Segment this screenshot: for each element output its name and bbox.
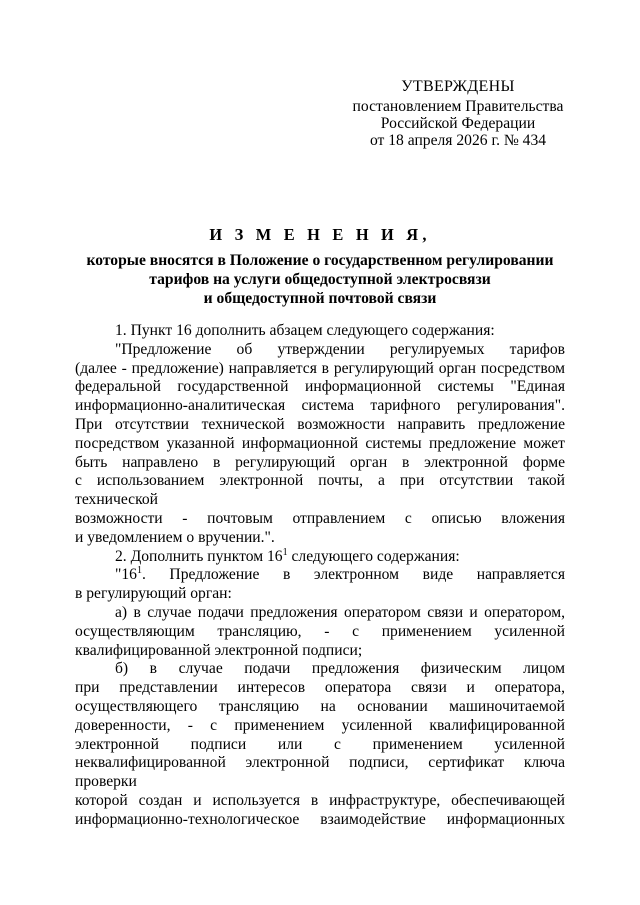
superscript: 1 — [136, 565, 142, 577]
text-line: в регулирующий орган: — [75, 585, 232, 603]
text-line: осуществляющего трансляцию на основании машиночитаемой — [75, 697, 565, 715]
text-line: посредством указанной информационной системы предложение может — [75, 434, 565, 452]
text-line: электронной подписи или с применением усиленной — [75, 735, 565, 753]
text-line: При отсутствии технической возможности направить предложение — [75, 415, 565, 433]
approval-line: Российской Федерации — [380, 115, 536, 132]
approval-stamp — [340, 78, 576, 149]
text-line: 1. Пункт 16 дополнить абзацем следующего содержания: — [115, 322, 495, 339]
text-line: при представлении интересов оператора связи и оператора, — [75, 679, 565, 697]
text-line: б) в случае подачи предложения физическим лицом — [115, 660, 565, 678]
approval-line: постановлением Правительства — [352, 98, 564, 115]
subtitle-line: тарифов на услуги общедоступной электросвязи — [149, 270, 491, 288]
subparagraph-b — [75, 660, 565, 829]
approval-heading: УТВЕРЖДЕНЫ — [401, 78, 515, 95]
text-fragment: . Предложение в электронном виде направляется — [141, 566, 565, 584]
text-line — [75, 548, 565, 567]
paragraph-2 — [75, 341, 565, 548]
paragraph-3 — [75, 548, 565, 567]
document-title-block — [70, 226, 570, 308]
text-line: доверенности, - с применением усиленной квалифицированной — [75, 716, 565, 734]
paragraph-4 — [75, 566, 565, 604]
text-line: информационно-технологическое взаимодействие информационных — [75, 810, 565, 828]
text-line: которой создан и используется в инфраструктуре, обеспечивающей — [75, 791, 565, 809]
text-line: осуществляющим трансляцию, - с применением усиленной — [75, 622, 565, 640]
document-title: И З М Е Н Е Н И Я, — [209, 225, 431, 244]
text-line: (далее - предложение) направляется в регулирующий орган посредством — [75, 359, 565, 377]
text-line: федеральной государственной информационной системы "Единая — [75, 378, 565, 396]
approval-date-line: от 18 апреля 2026 г. № 434 — [369, 132, 547, 149]
text-line: быть направлено в регулирующий орган в электронной форме — [75, 453, 565, 471]
text-line: "Предложение об утверждении регулируемых тарифов — [115, 340, 565, 358]
text-line: возможности - почтовым отправлением с описью вложения — [75, 509, 565, 527]
text-line: с использованием электронной почты, а при отсутствии такой технической — [75, 472, 565, 509]
text-fragment: "16 — [115, 566, 137, 584]
text-line: информационно-аналитическая система тарифного регулирования". — [75, 397, 565, 415]
document-subtitle — [70, 251, 570, 308]
text-line: и уведомлением о вручении.". — [75, 528, 275, 546]
superscript: 1 — [282, 546, 288, 558]
subtitle-line: которые вносятся в Положение о государственном регулировании — [86, 251, 554, 269]
document-body — [75, 322, 565, 830]
text-fragment: следующего содержания: — [287, 547, 460, 565]
paragraph-1 — [75, 322, 565, 341]
text-line: а) в случае подачи предложения оператором связи и оператором, — [115, 603, 565, 621]
text-line: квалифицированной электронной подписи; — [75, 641, 363, 659]
text-line — [75, 566, 565, 585]
subtitle-line: и общедоступной почтовой связи — [203, 289, 437, 307]
subparagraph-a — [75, 604, 565, 660]
text-line: неквалифицированной электронной подписи, сертификат ключа проверки — [75, 754, 565, 791]
text-fragment: 2. Дополнить пунктом 16 — [115, 547, 283, 565]
